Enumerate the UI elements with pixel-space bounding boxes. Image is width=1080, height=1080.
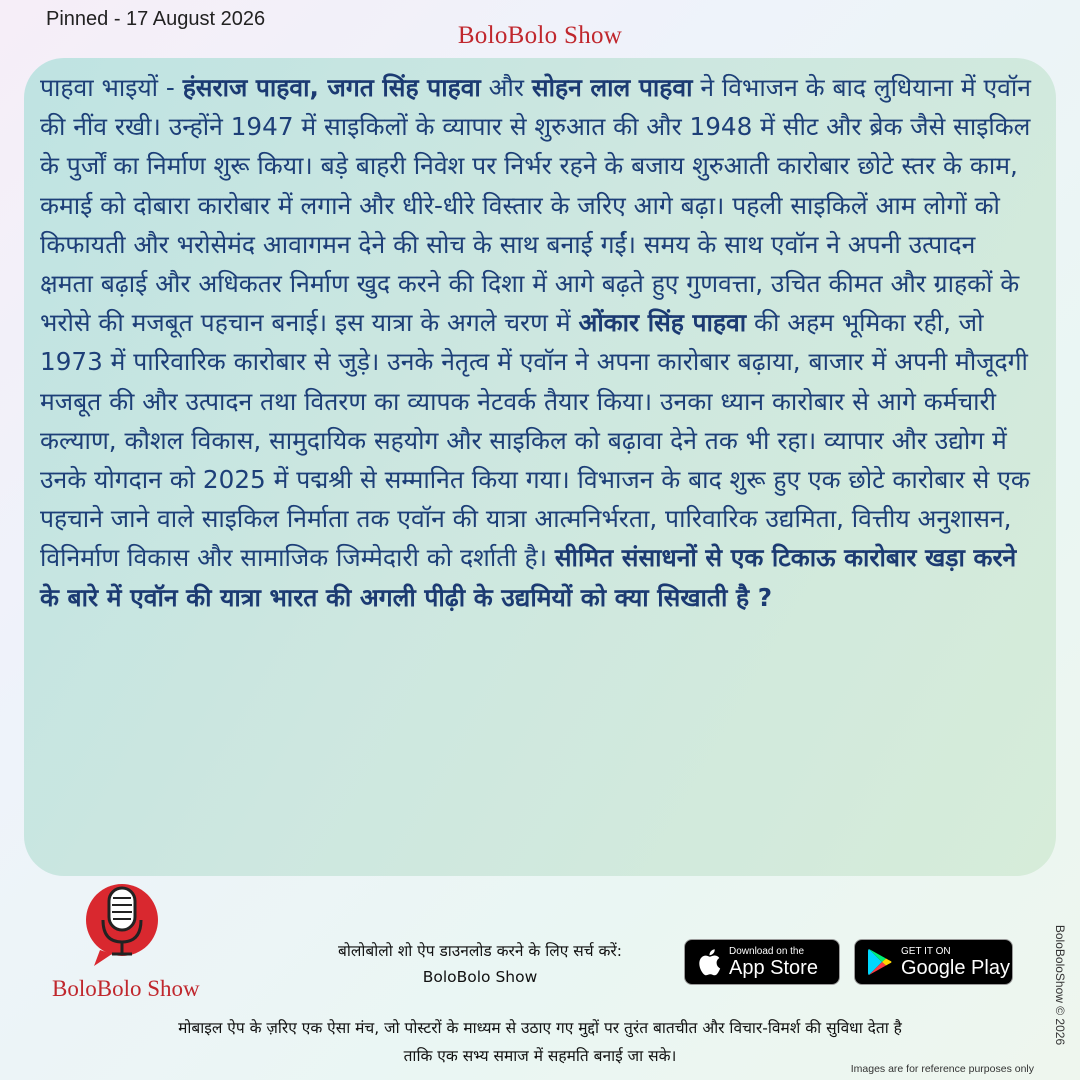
app-search-prompt xyxy=(298,938,662,990)
name-highlight: सोहन लाल पाहवा xyxy=(531,73,693,102)
name-highlight: हंसराज पाहवा, जगत सिंह पाहवा xyxy=(182,73,481,102)
text-segment: की अहम भूमिका रही, जो 1973 में पारिवारिक कारोबार से जुड़े। उनके नेतृत्व में एवॉन ने अपना कारोबार बढ़ाया, बाजार में अपनी मौजूदगी मजबूत की और उत्पादन तथा वितरण का व्यापक नेटवर्क तैयार किया। उनका ध्यान कारोबार से आगे कर्मचारी कल्याण, कौशल विकास, सामुदायिक सहयोग और साइकिल को बढ़ावा देने तक भी रहा। व्यापार और उद्योग में उनके योगदान को 2025 में पद्मश्री से सम्मानित किया गया। विभाजन के बाद शुरू हुए एक छोटे कारोबार से एक पहचाने जाने वाले साइकिल निर्माता तक एवॉन की यात्रा आत्मनिर्भरता, पारिवारिक उद्यमिता, वित्तीय अनुशासन, विनिर्माण विकास और सामाजिक जिम्मेदारी को दर्शाती है। xyxy=(40,308,1030,573)
search-instruction: बोलोबोलो शो ऐप डाउनलोड करने के लिए सर्च करें: xyxy=(338,942,622,960)
pinned-date: Pinned - 17 August 2026 xyxy=(46,8,266,30)
google-play-small-label: GET IT ON xyxy=(901,945,951,957)
microphone-logo-icon xyxy=(70,880,180,970)
text-segment: और xyxy=(480,73,532,102)
google-play-badge[interactable] xyxy=(854,939,1013,985)
search-term: BoloBolo Show xyxy=(422,968,538,986)
footer-line-1: मोबाइल ऐप के ज़रिए एक ऐसा मंच, जो पोस्टरों के माध्यम से उठाए गए मुद्दों पर तुरंत बातचीत और विचार-विमर्श की सुविधा देता है xyxy=(178,1019,902,1037)
app-store-small-label: Download on the xyxy=(729,945,805,957)
logo-brand-text: BoloBolo Show xyxy=(52,976,200,1001)
footer-line-2: ताकि एक सभ्य समाज में सहमति बनाई जा सके। xyxy=(403,1047,677,1065)
footer-description xyxy=(0,1014,1080,1070)
name-highlight: ओंकार सिंह पाहवा xyxy=(578,308,747,338)
question-highlight: सीमित संसाधनों से एक टिकाऊ कारोबार खड़ा करने के बारे में एवॉन की यात्रा भारत की अगली पीढ़ी के उद्यमियों को क्या सिखाती है ? xyxy=(40,543,1017,612)
disclaimer-text: Images are for reference purposes only xyxy=(850,1063,1034,1075)
article-text xyxy=(40,68,1036,617)
google-play-icon xyxy=(867,948,893,976)
apple-icon xyxy=(697,948,721,976)
google-play-label: Google Play xyxy=(901,956,1010,979)
text-segment: ने विभाजन के बाद लुधियाना में एवॉन की नींव रखी। उन्होंने 1947 में साइकिलों के व्यापार से शुरुआत की और 1948 में सीट और ब्रेक जैसे साइकिल के पुर्जों का निर्माण शुरू किया। बड़े बाहरी निवेश पर निर्भर रहने के बजाय शुरुआती कारोबार छोटे स्तर के काम, कमाई को दोबारा कारोबार में लगाने और धीरे-धीरे विस्तार के जरिए आगे बढ़ा। पहली साइकिलें आम लोगों को किफायती और भरोसेमंद आवागमन देने की सोच के साथ बनाई गईं। समय के साथ एवॉन ने अपनी उत्पादन क्षमता बढ़ाई और अधिकतर निर्माण खुद करने की दिशा में आगे बढ़ते हुए गुणवत्ता, उचित कीमत और ग्राहकों के भरोसे की मजबूत पहचान बनाई। इस यात्रा के अगले चरण में xyxy=(40,73,1031,338)
content-card xyxy=(24,58,1056,876)
app-store-label: App Store xyxy=(729,956,818,979)
copyright-text: BoloBoloShow © 2026 xyxy=(1053,924,1067,1046)
app-store-badge[interactable] xyxy=(684,939,840,985)
text-segment: पाहवा भाइयों - xyxy=(40,73,183,102)
brand-title: BoloBolo Show xyxy=(457,22,623,49)
